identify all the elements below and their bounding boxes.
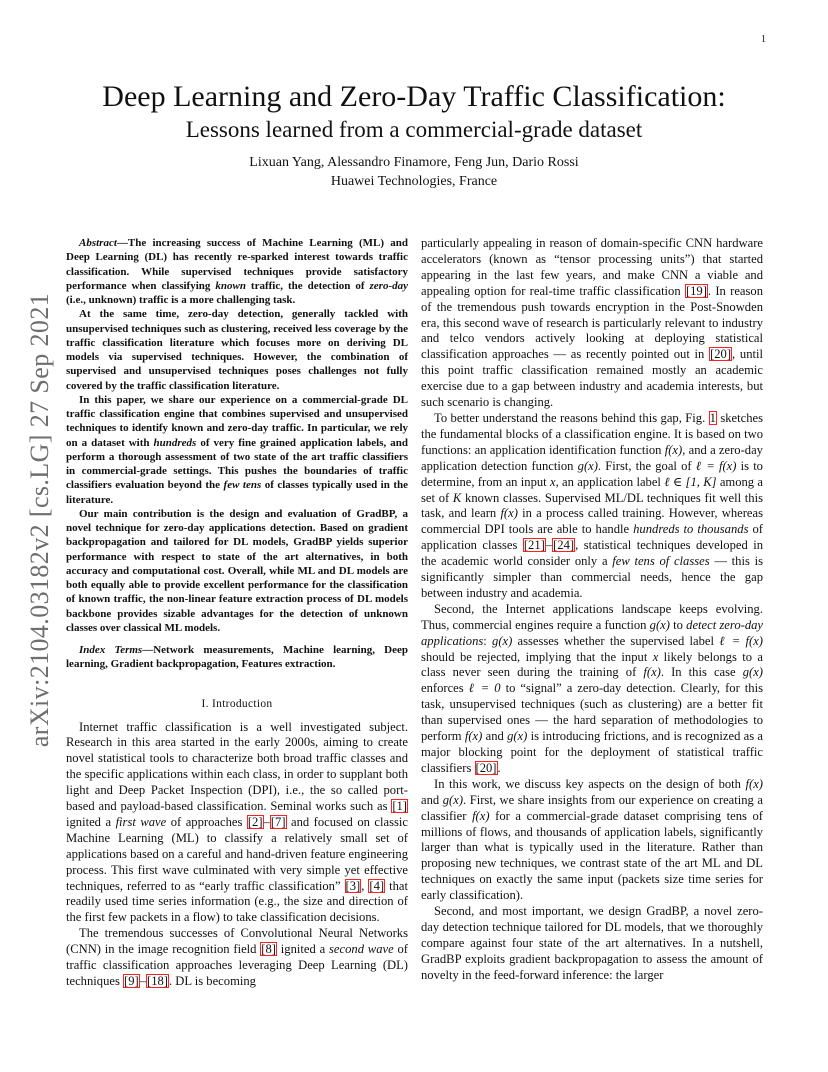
index-terms: Index Terms—Network measurements, Machine learning, Deep learning, Gradient backpropagation, Features extraction. [66,644,408,671]
citation-link[interactable]: [4] [369,878,385,893]
body-paragraph: To better understand the reasons behind this gap, Fig. 1 sketches the fundamental blocks of a classification engine. It is based on two functions: an application identification function f(x), and a zero-day application detection function g(x). First, the goal of ℓ = f(x) is to determine, from an input x, an application label ℓ ∈ [1, K] among a set of K known classes. Supervised ML/DL techniques fit well this task, and learn f(x) in a process called training. However, whereas commercial DPI tools are able to handle hundreds to thousands of application classes [21]–[24], statistical techniques developed in the academic world consider only a few tens of classes — this is significantly simpler than commercial needs, hence the gap between industry and academia. [421,410,764,600]
body-paragraph: particularly appealing in reason of domain-specific CNN hardware accelerators (known as “tensor processing units”) that started appearing in the last few years, and make CNN a viable and appealing option for real-time traffic classification [19]. In reason of the tremendous push towards encryption in the Post-Snowden era, this second wave of research is particularly relevant to industry and telco vendors actively looking at deploying statistical classification approaches — as recently pointed out in [20], until this point traffic classification remained mostly an academic exercise due to a gap between industry and academia interests, but such scenario is changing. [421,236,763,410]
page-number: 1 [761,34,766,45]
body-paragraph: Internet traffic classification is a well investigated subject. Research in this area started in the early 2000s, aiming to create novel statistical tools to characterize both broad traffic classes and the specific applications within each class, in order to supplant both light and Deep Packet Inspection (DPI), i.e., the so called port-based and payload-based classification. Seminal works such as [1] ignited a first wave of approaches [2]–[7] and focused on classic Machine Learning (ML) to classify a relatively small set of applications based on a careful and hand-driven feature engineering process. This first wave culminated with very simple yet effective techniques, referred to as “early traffic classification” [3], [4] that readily used time series information (e.g., the size and direction of the first few packets in a flow) to take classification decisions. [66,719,408,925]
abstract-paragraph: In this paper, we share our experience on a commercial-grade DL traffic classification engine that combines supervised and unsupervised techniques to identify known and zero-day traffic. In particular, we rely on a dataset with hundreds of very fine grained application labels, and perform a thorough assessment of two state of the art traffic classifiers in commercial-grade settings. This pushes the boundaries of traffic classifiers evaluation beyond the few tens of classes typically used in the literature. [66,393,408,506]
paper-title: Deep Learning and Zero-Day Traffic Classification: [102,80,726,113]
intro-left [66,720,408,990]
citation-link[interactable]: [18] [147,974,168,988]
body-paragraph: Second, the Internet applications landscape keeps evolving. Thus, commercial engines require a function g(x) to detect zero-day applications: g(x) assesses whether the supervised label ℓ = f(x) should be rejected, implying that the input x likely belongs to a class never seen during the training of f(x). In this case g(x) enforces ℓ = 0 to “signal” a zero-day detection. Clearly, for this task, unsupervised techniques (such as clustering) are a better fit than supervised ones — the hard separation of methodologies to perform f(x) and g(x) is introducing frictions, and is recognized as a major blocking point for the deployment of statistical traffic classifiers [20]. [421,601,764,775]
citation-link[interactable]: [8] [261,942,276,957]
abstract-label: Abstract [79,237,117,249]
citation-link[interactable]: [1] [392,799,407,814]
citation-link[interactable]: [24] [553,538,575,553]
left-column [66,236,408,990]
abstract [66,236,408,672]
section-heading: I. Introduction [201,697,273,710]
abstract-paragraph: At the same time, zero-day detection, generally tackled with unsupervised techniques such as clustering, received less coverage by the traffic classification literature which focuses more on deriving DL models via supervised techniques. However, the combination of supervised and unsupervised techniques poses challenges not fully covered by the traffic classification literature. [66,308,408,392]
arxiv-stamp-text: arXiv:2104.03182v2 [cs.LG] 27 Sep 2021 [25,292,54,748]
citation-link[interactable]: [7] [270,814,286,829]
citation-link[interactable]: [19] [685,283,707,298]
right-column [421,236,763,984]
affiliation: Huawei Technologies, France [330,174,498,189]
citation-link[interactable]: [20] [475,760,497,775]
figure-link[interactable]: 1 [709,410,716,425]
body-paragraph: The tremendous successes of Convolutional Neural Networks (CNN) in the image recognition field [8] ignited a second wave of traffic classification approaches leveraging Deep Learning (DL) techniques [9]–[18]. DL is becoming [66,926,408,988]
citation-link[interactable]: [21] [523,538,545,553]
citation-link[interactable]: [2] [247,814,263,829]
citation-link[interactable]: [3] [345,878,361,893]
abstract-paragraph: Abstract—The increasing success of Machine Learning (ML) and Deep Learning (DL) has recently re-sparked interest towards traffic classification. While supervised techniques provide satisfactory performance when classifying known traffic, the detection of zero-day (i.e., unknown) traffic is a more challenging task. [66,237,408,306]
arxiv-stamp [15,292,65,748]
body-paragraph: Second, and most important, we design GradBP, a novel zero-day detection technique tailored for DL models, that we thoroughly compare against four state of the art alternatives. In a nutshell, GradBP exploits gradient backpropagation to assess the amount of novelty in the feed-forward inference: the larger [421,904,763,982]
body-paragraph: In this work, we discuss key aspects on the design of both f(x) and g(x). First, we share insights from our experience on creating a classifier f(x) for a commercial-grade dataset comprising tens of millions of flows, and thousands of application labels, significantly larger than what is typically used in the literature. Rather than proposing new techniques, we contrast state of the art ML and DL techniques on exactly the same input (packets size time series for early classification). [421,776,763,903]
index-terms-label: Index Terms [79,644,143,656]
citation-link[interactable]: [9] [124,974,139,988]
citation-link[interactable]: [20] [710,347,732,362]
abstract-paragraph: Our main contribution is the design and evaluation of GradBP, a novel technique for zero-day applications detection. Based on gradient backpropagation and tailored for DL models, GradBP yields superior performance with respect to state of the art alternatives, in both accuracy and computational cost. Overall, while ML and DL models are both equally able to provide excellent performance for the classification of known traffic, the non-linear feature extraction process of DL models backbone provides sizable advantages for the detection of unknown classes over classical ML models. [66,507,408,634]
paper-subtitle: Lessons learned from a commercial-grade dataset [185,117,643,142]
author-list: Lixuan Yang, Alessandro Finamore, Feng Jun, Dario Rossi [249,155,579,170]
